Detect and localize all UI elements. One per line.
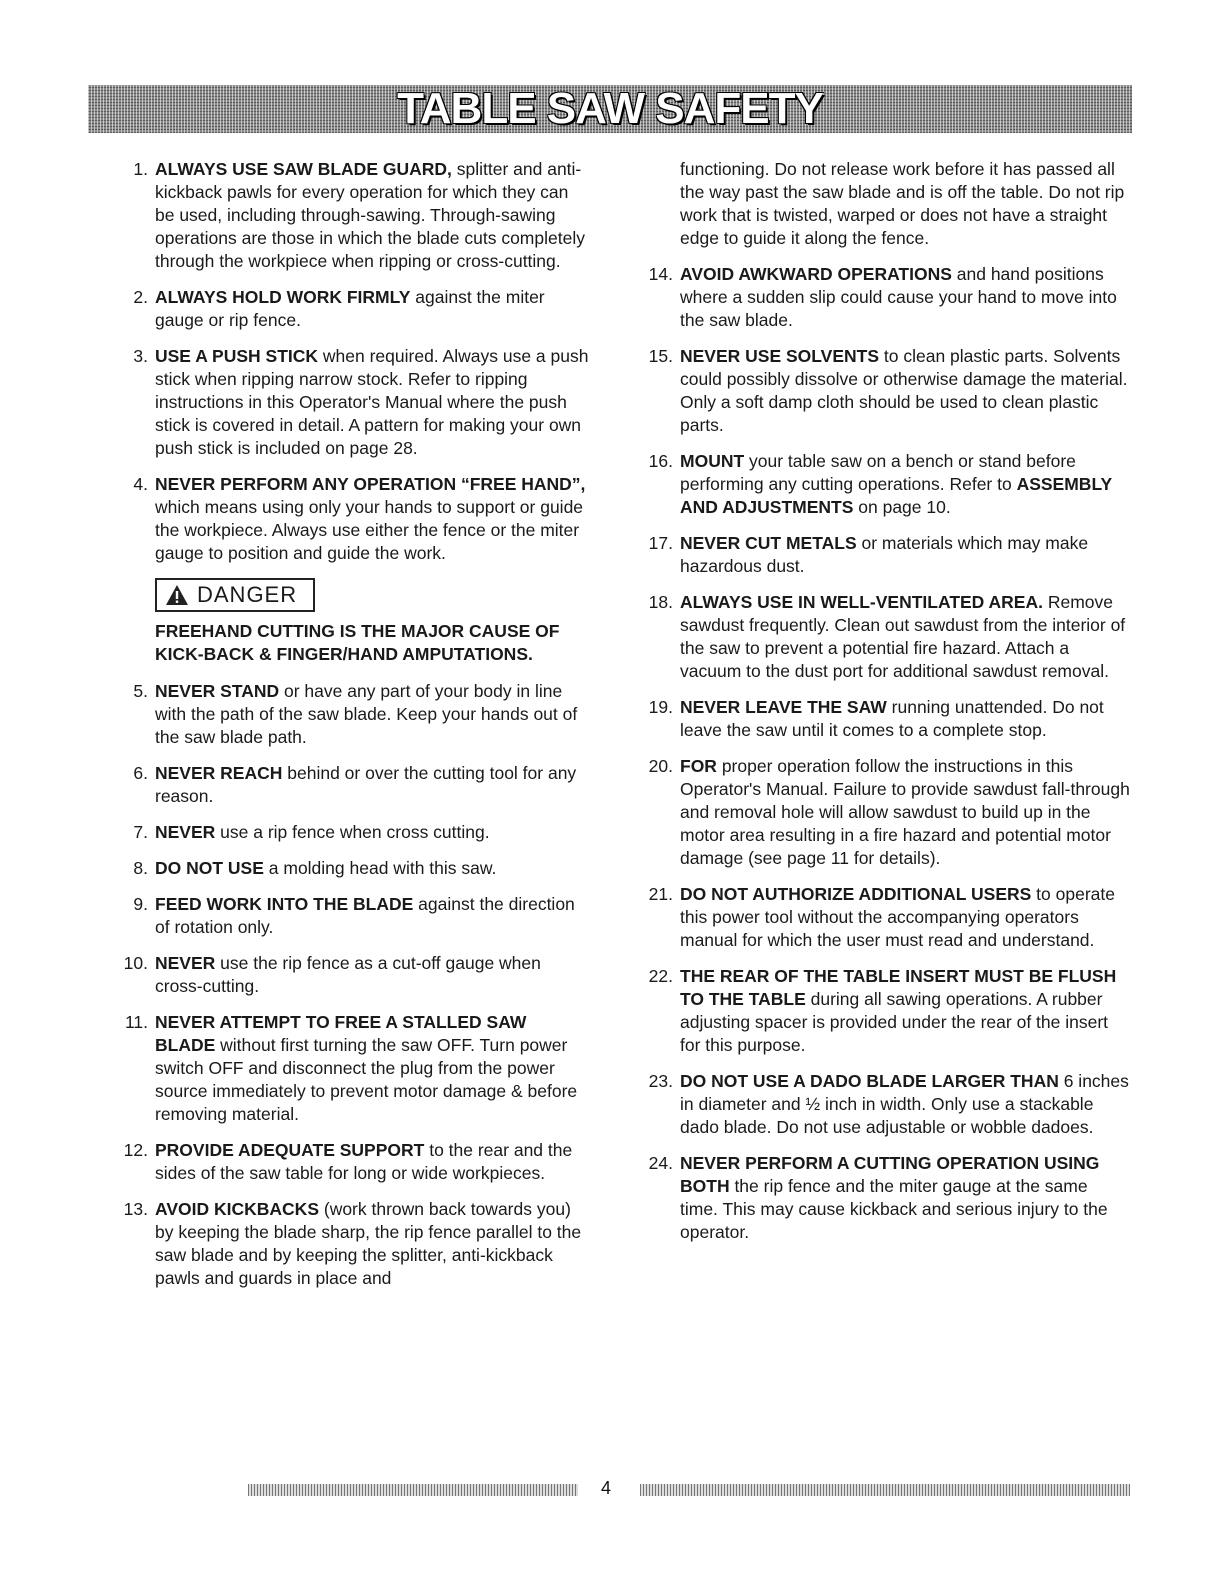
safety-item [115,1139,590,1185]
item-body [155,346,588,458]
item-number: 24. [648,1153,673,1173]
item-keyword: NEVER REACH [155,763,283,783]
item-text: use a rip fence when cross cutting. [215,822,490,842]
page-title: TABLE SAW SAFETY [397,84,823,133]
item-body [680,966,1116,1055]
item-keyword: FOR [680,756,717,776]
item-body [155,1140,572,1183]
title-banner [88,85,1132,133]
item-keyword: ALWAYS USE IN WELL-VENTILATED AREA. [680,592,1043,612]
item-body [155,474,585,563]
safety-item [115,680,590,749]
item-number: 3. [133,346,148,366]
item-number: 9. [133,894,148,914]
item-keyword: DO NOT USE A DADO BLADE LARGER THAN [680,1071,1059,1091]
item-number: 19. [648,697,673,717]
continued-text: functioning. Do not release work before it has passed all the way past the saw blade and is off the table. Do not rip work that is twisted, warped or does not have a straight edge to guide it along the fence. [680,159,1125,248]
item-number: 13. [123,1199,148,1219]
safety-item [640,1152,1130,1244]
item-text: to clean plastic parts. Solvents could possibly dissolve or otherwise damage the material. Only a soft damp cloth should be used to clean plastic parts. [680,346,1128,435]
item-number: 6. [133,763,148,783]
item-keyword: ALWAYS HOLD WORK FIRMLY [155,287,411,307]
item-text: against the miter gauge or rip fence. [155,287,545,330]
item-text: or materials which may make hazardous dust. [680,533,1089,576]
item-number: 21. [648,884,673,904]
safety-item [640,345,1130,437]
item-number: 20. [648,756,673,776]
item-text: behind or over the cutting tool for any reason. [155,763,577,806]
item-keyword: NEVER PERFORM ANY OPERATION “FREE HAND”, [155,474,586,494]
item-keyword: USE A PUSH STICK [155,346,319,366]
item-keyword: NEVER CUT METALS [680,533,857,553]
item-body [155,894,575,937]
safety-item [640,755,1130,870]
item-number: 7. [133,822,148,842]
item-body [680,756,1130,868]
item-text: use the rip fence as a cut-off gauge when cross-cutting. [155,953,541,996]
item-text: 6 inches in diameter and ½ inch in width. Only use a stackable dado blade. Do not use adjustable or wobble dadoes. [680,1071,1129,1137]
item-body [680,1153,1108,1242]
safety-item [115,1198,590,1290]
safety-item [115,857,590,880]
item-text: during all sawing operations. A rubber adjusting spacer is provided under the rear of the insert for this purpose. [680,989,1109,1055]
safety-item [640,591,1130,683]
item-keyword: NEVER LEAVE THE SAW [680,697,887,717]
item-number: 14. [648,264,673,284]
item-body [155,1199,581,1288]
item-number: 11. [124,1012,148,1032]
safety-list-part-1 [115,158,590,565]
item-text: without first turning the saw OFF. Turn power switch OFF and disconnect the plug from the power source immediately to prevent motor damage & before removing material. [155,1035,578,1124]
danger-label: DANGER [197,582,298,607]
item-body [155,858,496,878]
right-column [640,158,1130,1257]
left-column [115,158,590,1303]
item-body [680,346,1127,435]
item-keyword: DO NOT AUTHORIZE ADDITIONAL USERS [680,884,1032,904]
item-keyword: DO NOT USE [155,858,264,878]
danger-notice [155,578,590,666]
safety-list-part-2 [115,680,590,1290]
safety-item [640,883,1130,952]
item-number: 1. [133,159,148,179]
item-text: or have any part of your body in line with the path of the saw blade. Keep your hands out of the saw blade path. [155,681,578,747]
safety-item [640,532,1130,578]
footer-rule-right [640,1484,1130,1496]
item-text: your table saw on a bench or stand before performing any cutting operations. Refer to [680,451,1076,494]
item-body [155,953,541,996]
item-number: 4. [133,474,148,494]
item-body [680,697,1104,740]
item-body [680,884,1115,950]
item-body [680,451,1112,517]
item-keyword: AVOID AWKWARD OPERATIONS [680,264,952,284]
safety-item [115,821,590,844]
item-body [155,1012,577,1124]
safety-item [115,893,590,939]
safety-item [115,762,590,808]
item-text: splitter and anti-kickback pawls for every operation for which they can be used, including through-sawing. Through-sawing operations are those in which the blade cuts completely through the workpiece when ripping or cross-cutting. [155,159,585,271]
item-body [155,763,576,806]
item-text-end: on page 10. [853,497,951,517]
item-keyword: THE REAR OF THE TABLE INSERT MUST BE FLUSH TO THE TABLE [680,966,1117,1009]
item-number: 17. [648,533,673,553]
item-number: 23. [648,1071,673,1091]
item-keyword: NEVER [155,953,216,973]
item-text: (work thrown back towards you) by keeping the blade sharp, the rip fence parallel to the saw blade and by keeping the splitter, anti-kickback pawls and guards in place and [155,1199,582,1288]
item-keyword: NEVER STAND [155,681,280,701]
item-text: proper operation follow the instructions in this Operator's Manual. Failure to provide sawdust fall-through and removal hole will allow sawdust to build up in the motor area resulting in a fire hazard and potential motor damage (see page 11 for details). [680,756,1130,868]
item-text: the rip fence and the miter gauge at the same time. This may cause kickback and serious injury to the operator. [680,1176,1108,1242]
item-keyword: FEED WORK INTO THE BLADE [155,894,414,914]
item-body [155,159,585,271]
item-text: and hand positions where a sudden slip could cause your hand to move into the saw blade. [680,264,1117,330]
item-text: running unattended. Do not leave the saw until it comes to a complete stop. [680,697,1104,740]
item-body [680,592,1125,681]
item-text: Remove sawdust frequently. Clean out sawdust from the interior of the saw to prevent a potential fire hazard. Attach a vacuum to the dust port for additional sawdust removal. [680,592,1126,681]
item-text: a molding head with this saw. [263,858,497,878]
item-text: against the direction of rotation only. [155,894,575,937]
item-text: to the rear and the sides of the saw table for long or wide workpieces. [155,1140,573,1183]
item-keyword: NEVER USE SOLVENTS [680,346,880,366]
safety-item [640,1070,1130,1139]
item-body [680,264,1117,330]
item-text: when required. Always use a push stick when ripping narrow stock. Refer to ripping instructions in this Operator's Manual where the push stick is covered in detail. A pattern for making your own push stick is included on page 28. [155,346,589,458]
item-keyword: NEVER ATTEMPT TO FREE A STALLED SAW BLADE [155,1012,527,1055]
footer-rule-left [248,1484,578,1496]
item-text: which means using only your hands to support or guide the workpiece. Always use either the fence or the miter gauge to position and guide the work. [155,497,584,563]
item-number: 18. [648,592,673,612]
safety-item [640,965,1130,1057]
safety-item [640,450,1130,519]
item-number: 2. [133,287,148,307]
item-number: 12. [123,1140,148,1160]
warning-triangle-icon [165,584,189,606]
item-keyword: PROVIDE ADEQUATE SUPPORT [155,1140,425,1160]
page-footer [0,1478,1224,1500]
item-keyword: NEVER [155,822,216,842]
item-keyword: NEVER PERFORM A CUTTING OPERATION USING BOTH [680,1153,1100,1196]
item-body [155,822,490,842]
safety-item [115,1011,590,1126]
item-keyword-ref: ASSEMBLY AND ADJUSTMENTS [680,474,1112,517]
item-body [155,681,577,747]
item-body [155,287,545,330]
item-keyword: MOUNT [680,451,745,471]
item-number: 15. [648,346,673,366]
item-keyword: ALWAYS USE SAW BLADE GUARD, [155,159,452,179]
item-text: to operate this power tool without the accompanying operators manual for which the user must read and understand. [680,884,1115,950]
item-number: 8. [133,858,148,878]
safety-item [115,952,590,998]
item-number: 10. [123,953,148,973]
safety-item [115,345,590,460]
item-number: 22. [648,966,673,986]
item-number: 16. [648,451,673,471]
safety-item [115,286,590,332]
danger-label-box [155,578,315,612]
safety-item [640,263,1130,332]
item-number: 5. [133,681,148,701]
safety-item [115,473,590,565]
safety-item [640,696,1130,742]
safety-list-part-3 [640,263,1130,1244]
item-body [680,533,1088,576]
page-number: 4 [600,1478,611,1498]
item-keyword: AVOID KICKBACKS [155,1199,319,1219]
safety-item [115,158,590,273]
item-body [680,1071,1129,1137]
danger-text: FREEHAND CUTTING IS THE MAJOR CAUSE OF KICK-BACK & FINGER/HAND AMPUTATIONS. [155,621,560,664]
